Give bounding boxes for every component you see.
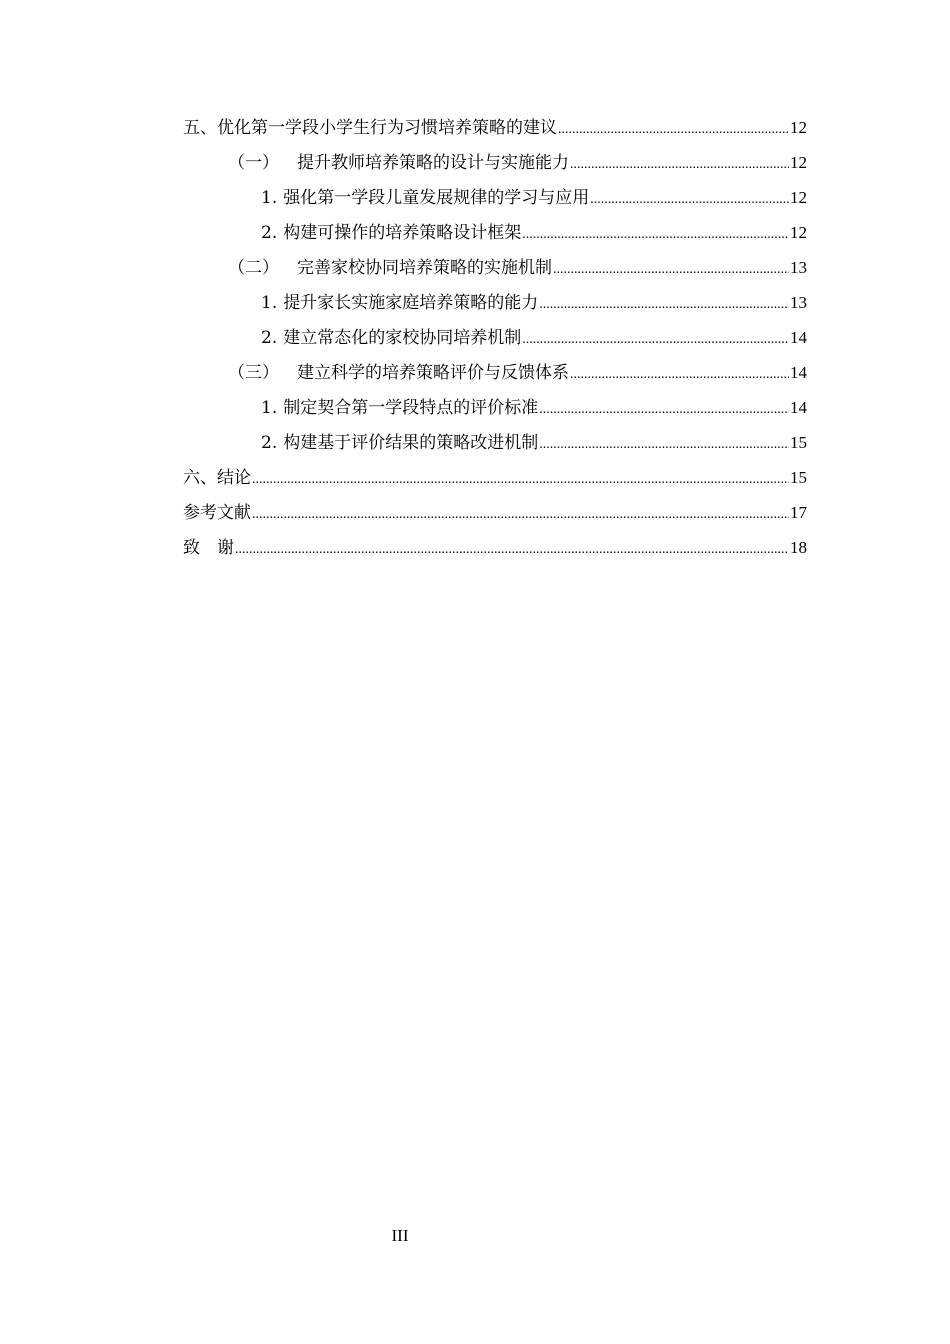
toc-entry-page: 13 bbox=[790, 293, 807, 312]
toc-dot-leader bbox=[558, 117, 789, 143]
toc-entry-title: 建立科学的培养策略评价与反馈体系 bbox=[297, 363, 569, 383]
toc-entry-page: 14 bbox=[790, 328, 807, 347]
toc-entry-page: 12 bbox=[790, 188, 807, 207]
toc-entry-title: 六、结论 bbox=[183, 468, 251, 488]
toc-entry-title: 提升教师培养策略的设计与实施能力 bbox=[297, 153, 569, 173]
toc-entry[interactable] bbox=[183, 535, 807, 570]
toc-entry-page: 17 bbox=[790, 503, 807, 522]
toc-entry-title: 制定契合第一学段特点的评价标准 bbox=[283, 398, 539, 418]
toc-entry[interactable] bbox=[183, 395, 807, 430]
toc-dot-leader bbox=[570, 362, 789, 388]
page-number: III bbox=[391, 1226, 409, 1245]
toc-entry[interactable] bbox=[183, 360, 807, 395]
toc-entry-number: 2. bbox=[261, 223, 278, 243]
toc-entry-page: 15 bbox=[790, 468, 807, 487]
toc-dot-leader bbox=[553, 257, 789, 283]
toc-dot-leader bbox=[522, 222, 789, 248]
toc-dot-leader bbox=[570, 152, 789, 178]
toc-entry[interactable] bbox=[183, 430, 807, 465]
toc-entry-title: 参考文献 bbox=[183, 503, 251, 523]
toc-entry-page: 12 bbox=[790, 118, 807, 137]
toc-dot-leader bbox=[590, 187, 789, 213]
toc-entry[interactable] bbox=[183, 465, 807, 500]
toc-entry-title: 致 谢 bbox=[183, 538, 234, 558]
toc-dot-leader bbox=[522, 327, 789, 353]
toc-entry-number: （一） bbox=[228, 153, 279, 173]
toc-entry-title: 提升家长实施家庭培养策略的能力 bbox=[283, 293, 539, 313]
table-of-contents bbox=[183, 115, 807, 570]
toc-entry[interactable] bbox=[183, 115, 807, 150]
toc-entry[interactable] bbox=[183, 255, 807, 290]
toc-entry[interactable] bbox=[183, 185, 807, 220]
toc-entry-number: 1. bbox=[261, 293, 278, 313]
toc-entry-number: （三） bbox=[228, 363, 279, 383]
toc-dot-leader bbox=[252, 467, 789, 493]
toc-entry-page: 15 bbox=[790, 433, 807, 452]
toc-entry-title: 强化第一学段儿童发展规律的学习与应用 bbox=[283, 188, 590, 208]
toc-entry[interactable] bbox=[183, 325, 807, 360]
toc-dot-leader bbox=[252, 502, 789, 528]
toc-dot-leader bbox=[539, 292, 789, 318]
toc-entry-title: 构建基于评价结果的策略改进机制 bbox=[283, 433, 539, 453]
toc-entry-page: 14 bbox=[790, 398, 807, 417]
toc-entry-page: 13 bbox=[790, 258, 807, 277]
toc-entry-number: 2. bbox=[261, 433, 278, 453]
toc-dot-leader bbox=[235, 537, 789, 563]
toc-entry-title: 建立常态化的家校协同培养机制 bbox=[283, 328, 522, 348]
toc-entry[interactable] bbox=[183, 500, 807, 535]
toc-entry-title: 构建可操作的培养策略设计框架 bbox=[283, 223, 522, 243]
toc-entry-title: 五、优化第一学段小学生行为习惯培养策略的建议 bbox=[183, 118, 557, 138]
toc-entry-page: 18 bbox=[790, 538, 807, 557]
toc-dot-leader bbox=[539, 397, 789, 423]
toc-entry-page: 12 bbox=[790, 153, 807, 172]
toc-entry-number: 2. bbox=[261, 328, 278, 348]
toc-entry[interactable] bbox=[183, 220, 807, 255]
toc-entry-page: 14 bbox=[790, 363, 807, 382]
toc-entry-number: 1. bbox=[261, 398, 278, 418]
toc-entry[interactable] bbox=[183, 150, 807, 185]
toc-dot-leader bbox=[539, 432, 789, 458]
toc-entry-number: 1. bbox=[261, 188, 278, 208]
toc-entry-page: 12 bbox=[790, 223, 807, 242]
toc-entry-number: （二） bbox=[228, 258, 279, 278]
toc-entry-title: 完善家校协同培养策略的实施机制 bbox=[297, 258, 552, 278]
toc-entry[interactable] bbox=[183, 290, 807, 325]
